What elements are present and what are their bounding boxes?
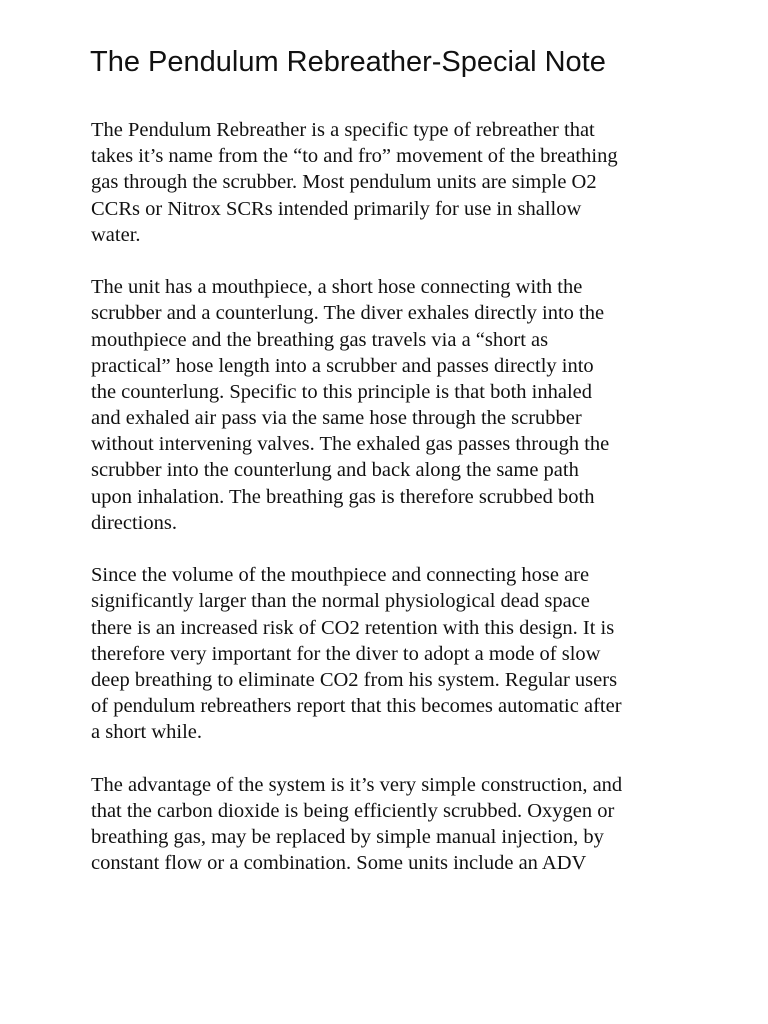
text-line: CCRs or Nitrox SCRs intended primarily for use in shallow [91, 197, 582, 220]
text-line: significantly larger than the normal physiological dead space [91, 590, 590, 613]
text-line: The advantage of the system is it’s very simple construction, and [91, 773, 623, 796]
paragraph-co2-risk [91, 562, 691, 745]
text-line: practical” hose length into a scrubber and passes directly into [91, 354, 594, 377]
paragraph-intro [91, 117, 691, 248]
text-line: water. [91, 223, 141, 246]
text-line: Since the volume of the mouthpiece and connecting hose are [91, 564, 590, 587]
paragraph-unit-description [91, 274, 691, 536]
document-body [91, 117, 691, 903]
text-line: upon inhalation. The breathing gas is therefore scrubbed both [91, 485, 595, 508]
text-line: that the carbon dioxide is being efficiently scrubbed. Oxygen or [91, 799, 615, 822]
text-line: breathing gas, may be replaced by simple manual injection, by [91, 826, 604, 849]
text-line: there is an increased risk of CO2 retention with this design. It is [91, 616, 615, 639]
text-line: scrubber into the counterlung and back along the same path [91, 459, 579, 482]
text-line: The unit has a mouthpiece, a short hose connecting with the [91, 276, 583, 299]
text-line: of pendulum rebreathers report that this becomes automatic after [91, 695, 622, 718]
text-line: directions. [91, 511, 177, 534]
text-line: scrubber and a counterlung. The diver exhales directly into the [91, 302, 605, 325]
text-line: takes it’s name from the “to and fro” movement of the breathing [91, 145, 618, 168]
text-line: gas through the scrubber. Most pendulum units are simple O2 [91, 171, 597, 194]
text-line: The Pendulum Rebreather is a specific type of rebreather that [91, 119, 595, 141]
text-line: deep breathing to eliminate CO2 from his system. Regular users [91, 668, 618, 691]
text-line: without intervening valves. The exhaled gas passes through the [91, 433, 610, 456]
page-title: The Pendulum Rebreather-Special Note [90, 46, 606, 78]
text-line: and exhaled air pass via the same hose through the scrubber [91, 407, 582, 430]
text-line: the counterlung. Specific to this principle is that both inhaled [91, 380, 592, 403]
text-line: a short while. [91, 721, 203, 744]
paragraph-advantages [91, 772, 691, 877]
text-line: constant flow or a combination. Some units include an ADV [91, 852, 587, 875]
text-line: mouthpiece and the breathing gas travels via a “short as [91, 328, 549, 351]
text-line: therefore very important for the diver to adopt a mode of slow [91, 642, 601, 665]
